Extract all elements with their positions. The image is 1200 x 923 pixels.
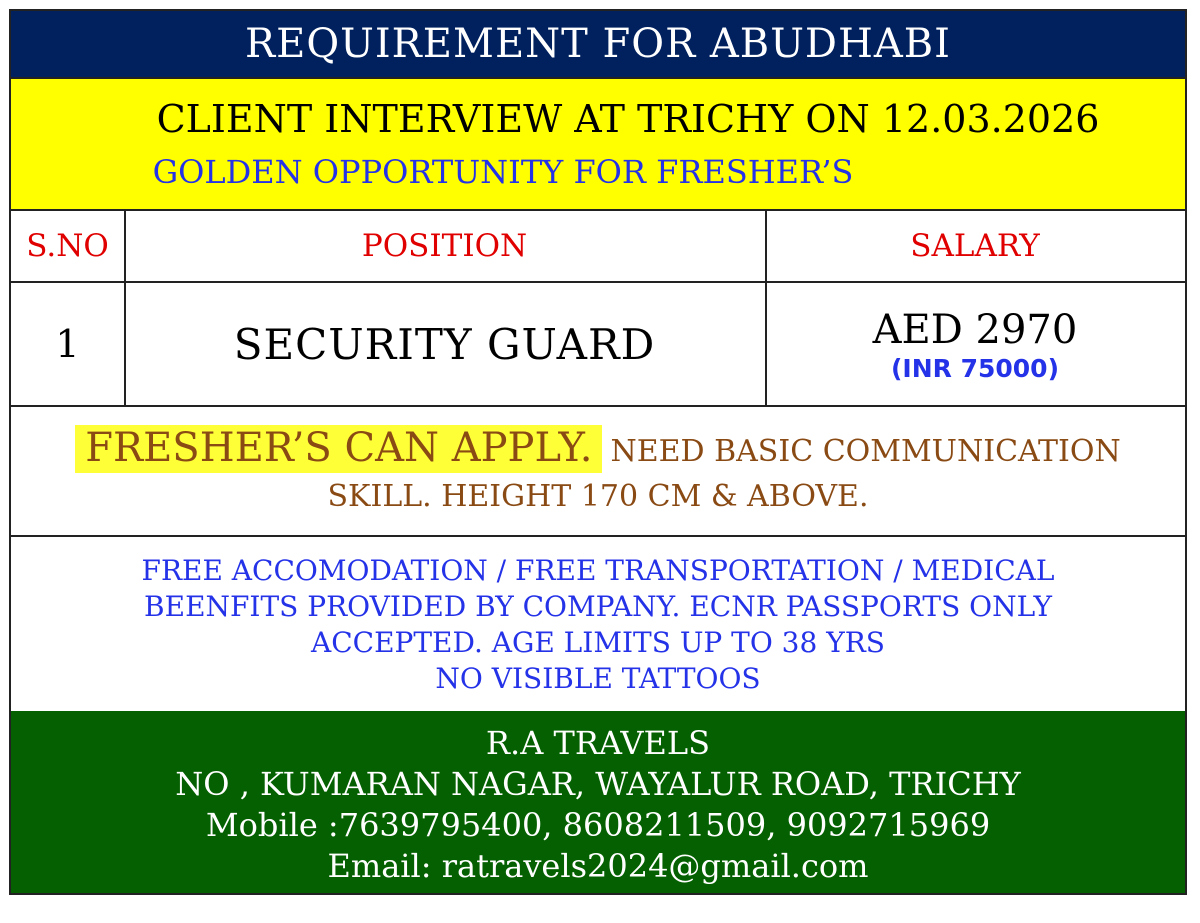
- benefits-line: FREE ACCOMODATION / FREE TRANSPORTATION / MEDICAL: [141, 554, 1055, 587]
- header-sno: S.NO: [11, 211, 126, 281]
- interview-banner: [11, 79, 1185, 211]
- benefits-line: NO VISIBLE TATTOOS: [435, 662, 761, 695]
- company-name: R.A TRAVELS: [485, 724, 711, 762]
- poster-title: REQUIREMENT FOR ABUDHABI: [245, 21, 951, 67]
- benefits-section: [11, 537, 1185, 711]
- company-address: NO , KUMARAN NAGAR, WAYALUR ROAD, TRICHY: [175, 765, 1021, 803]
- table-row: [11, 283, 1185, 407]
- requirements-line2: SKILL. HEIGHT 170 CM & ABOVE.: [327, 479, 869, 514]
- opportunity-text: GOLDEN OPPORTUNITY FOR FRESHER’S: [152, 153, 854, 191]
- interview-details: CLIENT INTERVIEW AT TRICHY ON 12.03.2026: [156, 97, 1100, 141]
- requirements-section: [11, 407, 1185, 537]
- row-sno: 1: [11, 283, 126, 405]
- row-position: SECURITY GUARD: [124, 283, 767, 405]
- contact-footer: [11, 711, 1185, 893]
- poster-header: [11, 11, 1185, 79]
- company-email: Email: ratravels2024@gmail.com: [327, 847, 869, 885]
- benefits-line: BEENFITS PROVIDED BY COMPANY. ECNR PASSPORTS ONLY: [144, 590, 1052, 623]
- salary-aed: AED 2970: [872, 306, 1078, 353]
- requirements-line1: NEED BASIC COMMUNICATION: [610, 434, 1121, 469]
- company-mobile: Mobile :7639795400, 8608211509, 9092715969: [205, 806, 991, 844]
- header-salary: SALARY: [910, 228, 1040, 264]
- job-poster: [9, 9, 1187, 895]
- header-position: POSITION: [124, 211, 767, 281]
- benefits-line: ACCEPTED. AGE LIMITS UP TO 38 YRS: [311, 626, 885, 659]
- table-header: [11, 211, 1185, 283]
- salary-inr: (INR 75000): [890, 353, 1059, 383]
- row-salary: [765, 283, 1185, 405]
- freshers-highlight: FRESHER’S CAN APPLY.: [75, 425, 602, 473]
